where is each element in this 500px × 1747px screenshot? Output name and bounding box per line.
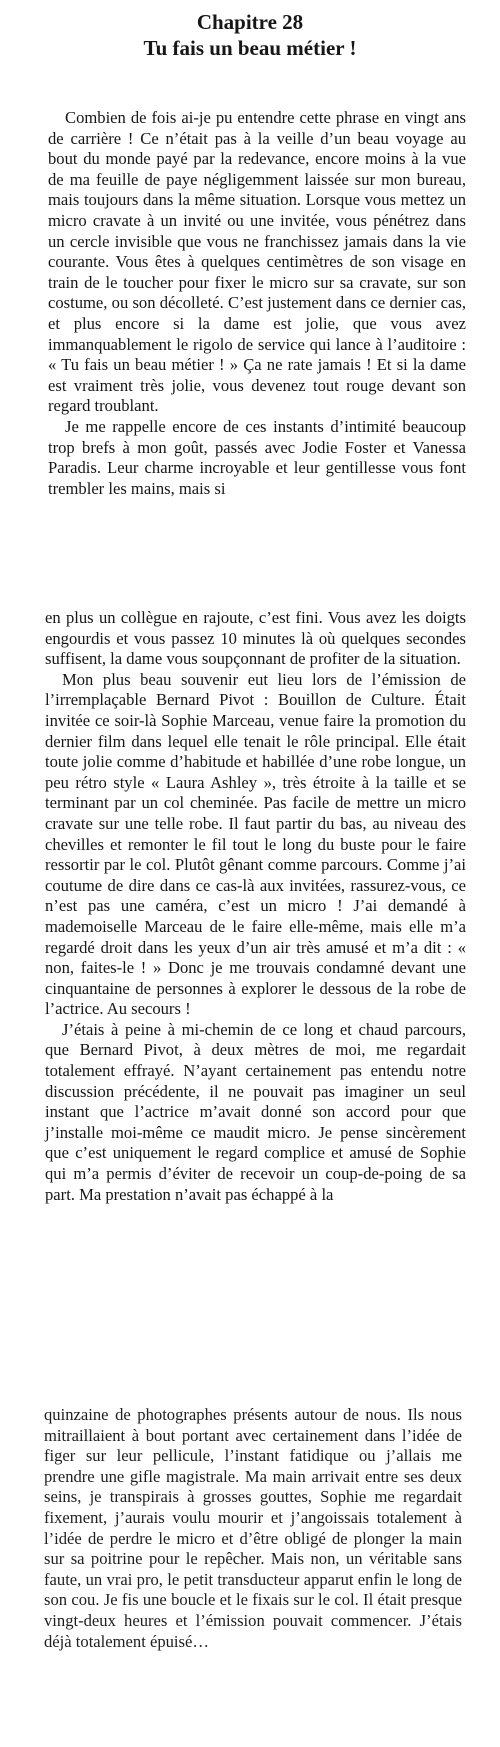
- paragraph: Combien de fois ai-je pu entendre cette phrase en vingt ans de carrière ! Ce n’était pas à la veille d’un beau voyage au bout du monde payé par la redevance, encore moins à la vue de ma feuille de paye négligemment laissée sur mon bureau, mais toujours dans la même situation. Lorsque vous mettez un micro cravate à un invité ou une invitée, vous pénétrez dans un cercle invisible que vous ne franchissez jamais dans la vie courante. Vous êtes à quelques centimètres de son visage en train de le toucher pour fixer le micro sur sa cravate, sur son costume, ou son décolleté. C’est justement dans ce dernier cas, et plus encore si la dame est jolie, que vous avez immanquablement le rigolo de service qui lance à l’auditoire : « Tu fais un beau métier ! » Ça ne rate jamais ! Et si la dame est vraiment très jolie, vous devenez tout rouge devant son regard troublant.: [48, 108, 466, 416]
- text-block-page-1: [48, 108, 466, 499]
- paragraph: quinzaine de photographes présents autour de nous. Ils nous mitraillaient à bout portant avec certainement dans l’idée de figer sur leur pellicule, l’instant fatidique ou j’allais me prendre une gifle magistrale. Ma main arrivait entre ses deux seins, je transpirais à grosses gouttes, Sophie me regardait fixement, j’aurais voulu mourir et j’angoissais totalement à l’idée de perdre le micro et d’être obligé de plonger la main sur sa poitrine pour le repêcher. Mais non, un véritable sans faute, un vrai pro, le petit transducteur apparut enfin le long de son cou. Je fis une boucle et le fixais sur le col. Il était presque vingt-deux heures et l’émission pouvait commencer. J’étais déjà totalement épuisé…: [44, 1405, 462, 1651]
- text-block-page-2: [45, 608, 466, 1205]
- paragraph: en plus un collègue en rajoute, c’est fini. Vous avez les doigts engourdis et vous passez 10 minutes là où quelques secondes suffisent, la dame vous soupçonnant de profiter de la situation.: [45, 608, 466, 669]
- paragraph: Mon plus beau souvenir eut lieu lors de l’émission de l’irremplaçable Bernard Pivot : Bouillon de Culture. Était invitée ce soir-là Sophie Marceau, venue faire la promotion du dernier film dans lequel elle tenait le rôle principal. Elle était toute jolie comme d’habitude et habillée d’une robe longue, un peu rétro style « Laura Ashley », très étroite à la taille et se terminant par un col cheminée. Pas facile de mettre un micro cravate sur une telle robe. Il faut partir du bas, au niveau des chevilles et remonter le fil tout le long du buste pour le faire ressortir par le col. Plutôt gênant comme parcours. Comme j’ai coutume de dire dans ce cas-là aux invitées, rassurez-vous, ce n’est pas une caméra, c’est un micro ! J’ai demandé à mademoiselle Marceau de le faire elle-même, mais elle m’a regardé droit dans les yeux d’un air très amusé et m’a dit : « non, faites-le ! » Donc je me trouvais condamné devant une cinquantaine de personnes à explorer le dessous de la robe de l’actrice. Au secours !: [45, 669, 466, 1019]
- text-block-page-3: [44, 1405, 462, 1652]
- paragraph: J’étais à peine à mi-chemin de ce long et chaud parcours, que Bernard Pivot, à deux mètres de moi, me regardait totalement effrayé. N’ayant certainement pas entendu notre discussion précédente, il ne pouvait pas imaginer un seul instant que l’actrice m’avait donné son accord pour que j’installe moi-même ce maudit micro. Je pense sincèrement que c’est uniquement le regard complice et amusé de Sophie qui m’a permis d’éviter de recevoir un coup-de-poing de sa part. Ma prestation n’avait pas échappé à la: [45, 1019, 466, 1204]
- paragraph: Je me rappelle encore de ces instants d’intimité beaucoup trop brefs à mon goût, passés avec Jodie Foster et Vanessa Paradis. Leur charme incroyable et leur gentillesse vous font trembler les mains, mais si: [48, 416, 466, 498]
- chapter-number: Chapitre 28: [196, 10, 304, 34]
- chapter-title: Tu fais un beau métier !: [143, 36, 357, 60]
